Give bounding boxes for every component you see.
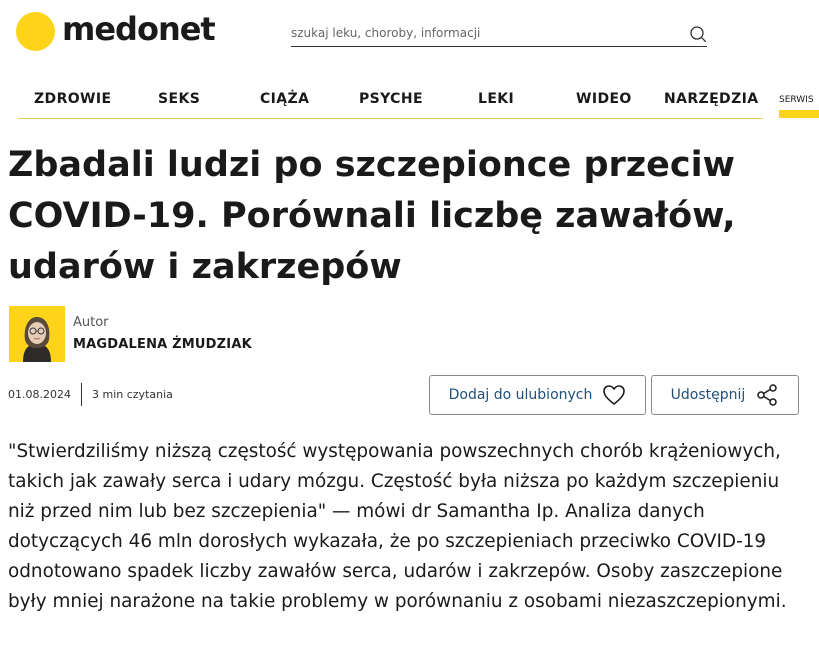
nav-item-seks[interactable]: SEKS bbox=[158, 91, 201, 107]
share-label: Udostępnij bbox=[670, 387, 746, 403]
logo-text: medonet bbox=[62, 9, 215, 48]
author-photo bbox=[9, 306, 65, 362]
author-avatar[interactable] bbox=[9, 306, 65, 362]
author-name[interactable]: MAGDALENA ŻMUDZIAK bbox=[73, 337, 252, 352]
search-bar bbox=[291, 22, 707, 47]
nav-item-leki[interactable]: LEKI bbox=[478, 91, 515, 107]
meta-divider bbox=[81, 383, 82, 406]
nav-item-serwis[interactable]: SERWIS bbox=[779, 95, 814, 105]
heart-icon bbox=[602, 384, 626, 406]
article-title: Zbadali ludzi po szczepionce przeciw COVID-19. Porównali liczbę zawałów, udarów i zakrzepów bbox=[8, 145, 736, 287]
publish-date: 01.08.2024 bbox=[8, 388, 71, 401]
nav-active-indicator bbox=[779, 110, 819, 118]
share-button[interactable] bbox=[651, 375, 799, 415]
nav-item-narzedzia[interactable]: NARZĘDZIA bbox=[664, 91, 759, 107]
nav-item-wideo[interactable]: WIDEO bbox=[576, 91, 632, 107]
main-nav bbox=[18, 84, 763, 119]
nav-item-zdrowie[interactable]: ZDROWIE bbox=[34, 91, 112, 107]
author-label: Autor bbox=[73, 315, 109, 330]
search-input[interactable] bbox=[291, 22, 681, 44]
read-time: 3 min czytania bbox=[92, 388, 173, 401]
article-lead: "Stwierdziliśmy niższą częstość występowania powszechnych chorób krążeniowych, takich jak zawały serca i udary mózgu. Częstość była niższa po każdym szczepieniu niż przed nim lub bez szczepienia" — mówi dr Samantha Ip. Analiza danych dotyczących 46 mln dorosłych wykazała, że po szczepieniach przeciwko COVID-19 odnotowano spadek liczby zawałów serca, udarów i zakrzepów. Osoby zaszczepione były mniej narażone na takie problemy w porównaniu z osobami niezaszczepionymi. bbox=[8, 441, 787, 612]
add-to-favorites-button[interactable] bbox=[429, 375, 646, 415]
share-icon bbox=[755, 383, 779, 407]
medonet-logo[interactable] bbox=[16, 9, 215, 51]
nav-item-ciaza[interactable]: CIĄŻA bbox=[260, 91, 310, 107]
nav-item-psyche[interactable]: PSYCHE bbox=[359, 91, 423, 107]
search-icon[interactable] bbox=[689, 25, 707, 43]
add-to-favorites-label: Dodaj do ulubionych bbox=[448, 387, 593, 403]
logo-dot bbox=[16, 12, 55, 51]
